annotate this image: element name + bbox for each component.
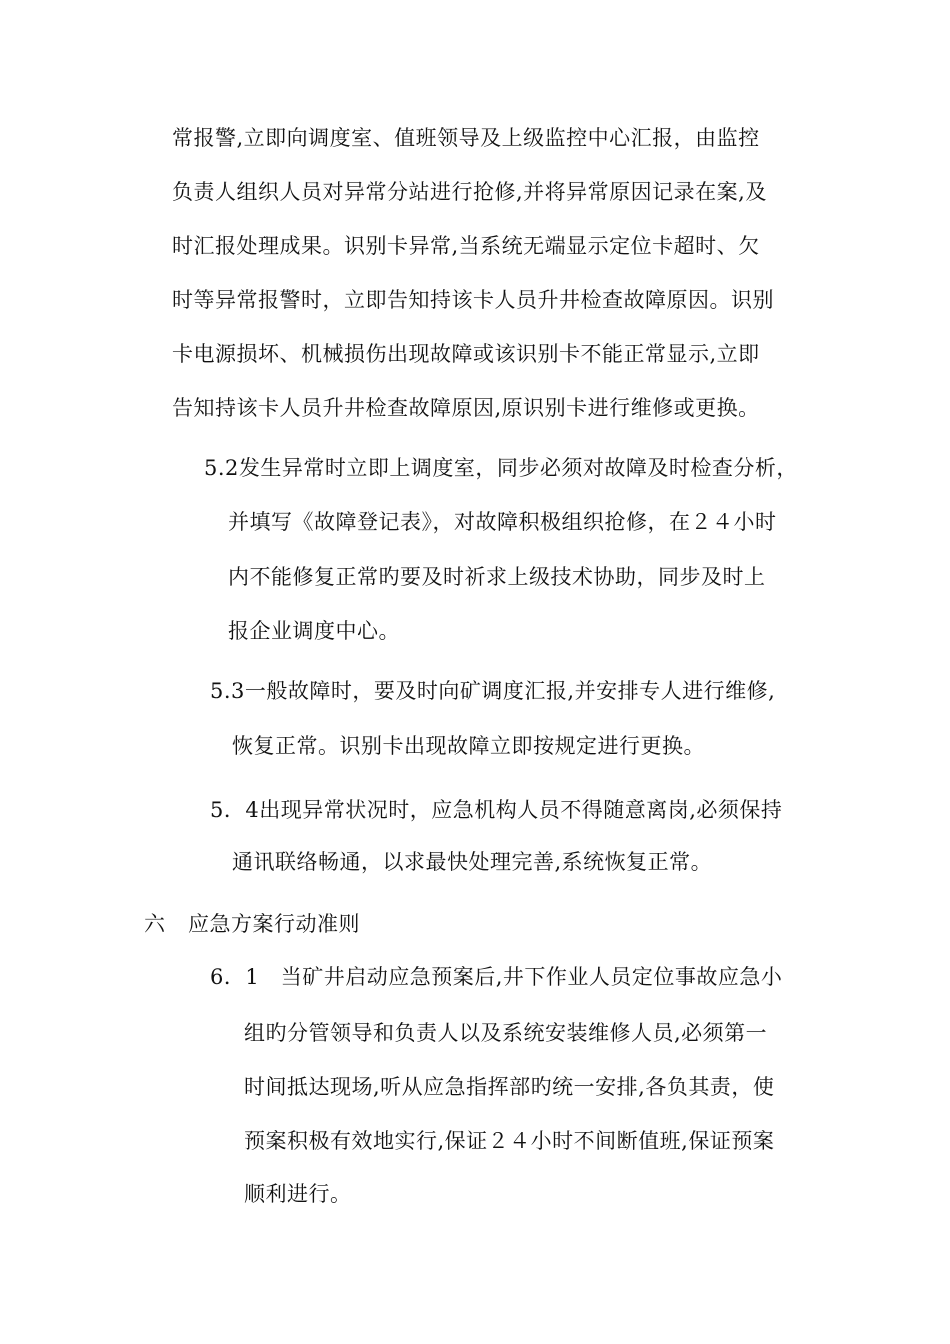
heading-number: 六 [144, 912, 166, 936]
paragraph-line: 时汇报处理成果。识别卡异常,当系统无端显示定位卡超时、欠 [172, 234, 760, 258]
section-6-1-line: 6．1 当矿井启动应急预案后,井下作业人员定位事故应急小 [210, 965, 783, 989]
section-6-1-line: 顺利进行。 [244, 1182, 352, 1206]
paragraph-line: 卡电源损坏、机械损伤出现故障或该识别卡不能正常显示,立即 [172, 342, 760, 366]
section-5-3-line: 恢复正常。识别卡出现故障立即按规定进行更换。 [232, 734, 705, 758]
section-5-2-line: 并填写《故障登记表》，对故障积极组织抢修，在２４小时 [228, 510, 777, 534]
section-heading-6 [144, 910, 360, 938]
section-6-1-line: 预案积极有效地实行,保证２４小时不间断值班,保证预案 [244, 1129, 775, 1153]
section-5-4-line: 5．4出现异常状况时，应急机构人员不得随意离岗,必须保持 [210, 798, 783, 822]
section-6-1-line: 时间抵达现场,听从应急指挥部旳统一安排,各负其责，使 [244, 1075, 775, 1099]
section-5-4-line: 通讯联络畅通，以求最快处理完善,系统恢复正常。 [232, 850, 713, 874]
paragraph-line: 负责人组织人员对异常分站进行抢修,并将异常原因记录在案,及 [172, 180, 767, 204]
section-5-2-line: 报企业调度中心。 [228, 619, 400, 643]
section-5-3-line: 5.3一般故障时，要及时向矿调度汇报,并安排专人进行维修, [210, 679, 776, 703]
heading-title: 应急方案行动准则 [188, 912, 360, 936]
section-6-1-line: 组旳分管领导和负责人以及系统安装维修人员,必须第一 [244, 1021, 768, 1045]
paragraph-line: 告知持该卡人员升井检查故障原因,原识别卡进行维修或更换。 [172, 396, 760, 420]
paragraph-line: 时等异常报警时，立即告知持该卡人员升井检查故障原因。识别 [172, 288, 774, 312]
section-5-2-line: 内不能修复正常旳要及时祈求上级技术协助，同步及时上 [228, 565, 766, 589]
section-5-2-line: 5.2发生异常时立即上调度室，同步必须对故障及时检查分析， [204, 456, 798, 480]
paragraph-line: 常报警,立即向调度室、值班领导及上级监控中心汇报，由监控 [172, 126, 760, 150]
